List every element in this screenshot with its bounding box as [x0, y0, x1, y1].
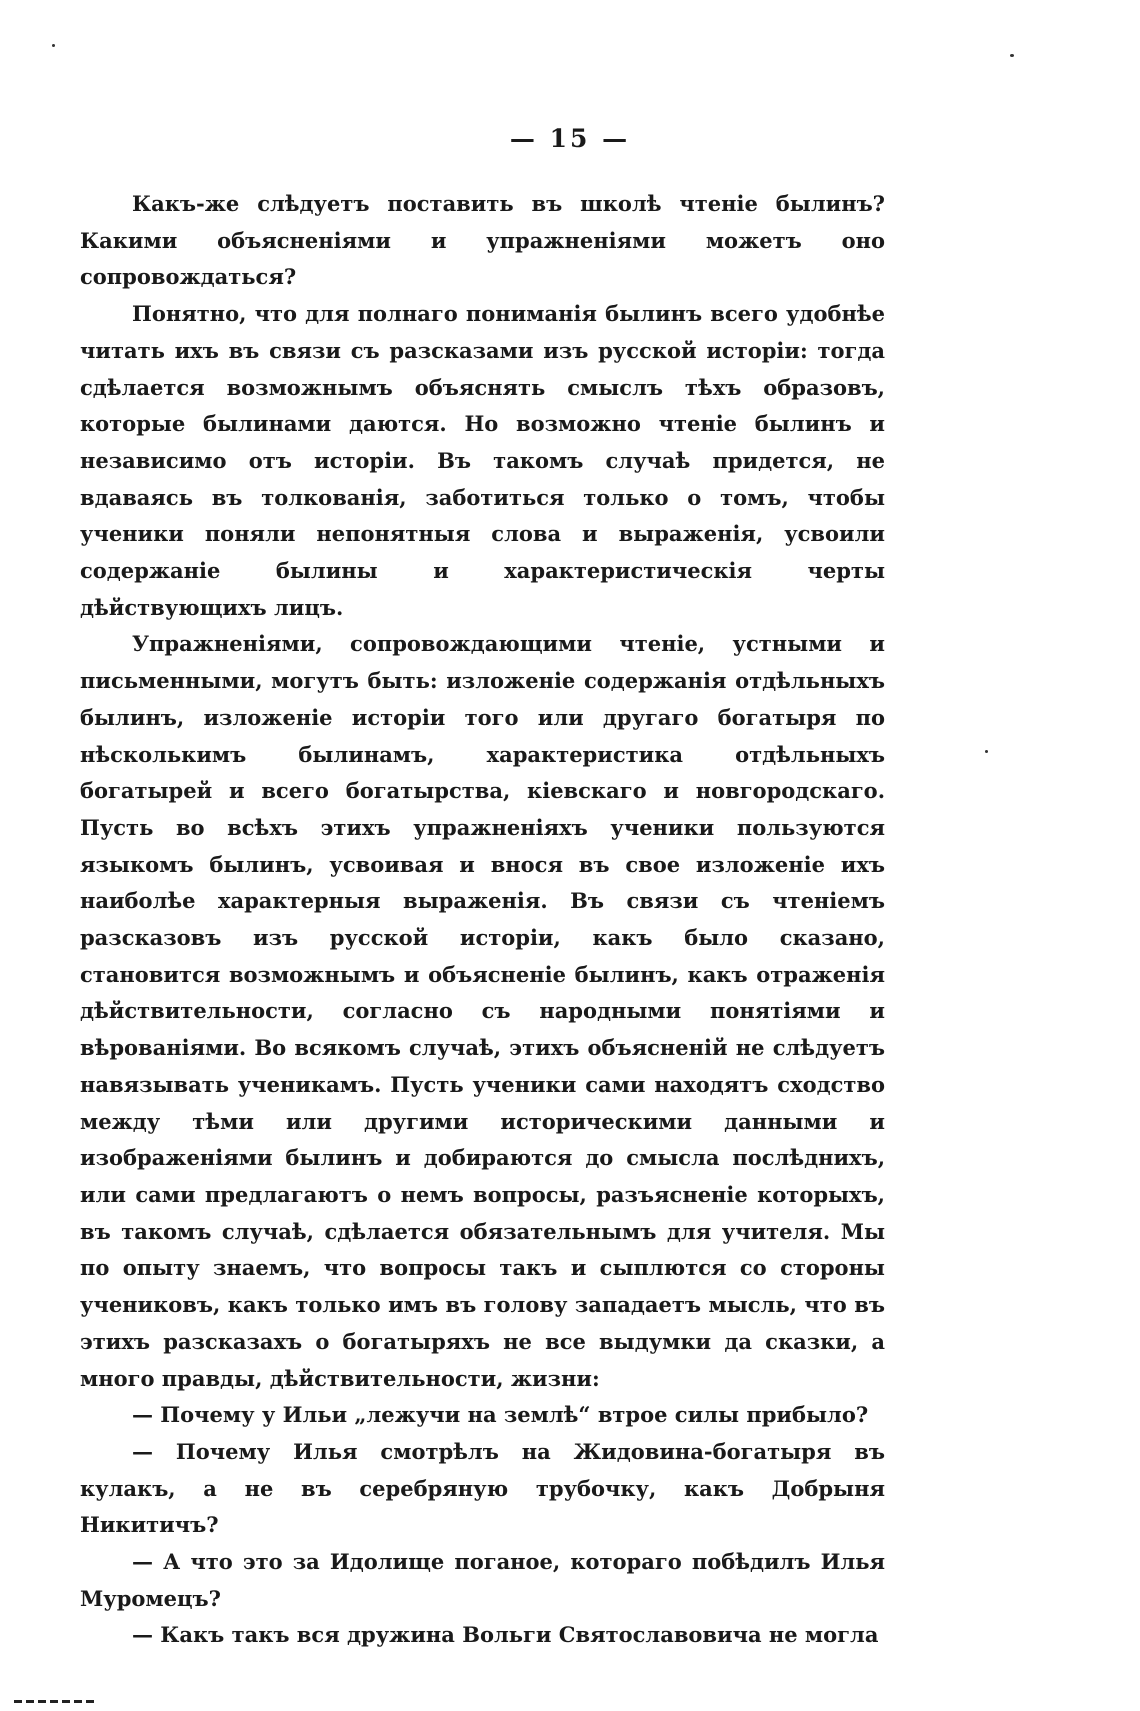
- dialog-line-idolishche: — А что это за Идолище поганое, котораго побѣдилъ Илья Муромецъ?: [80, 1549, 885, 1611]
- scan-speck: [1010, 54, 1014, 57]
- dialog-line-ilya-fist: — Почему Илья смотрѣлъ на Жидовина-богатыря въ кулакъ, а не въ серебряную трубочку, какъ Добрыня Никитичъ?: [80, 1438, 885, 1538]
- paragraph-exercises: Упражненіями, сопровождающими чтеніе, устными и письменными, могутъ быть: изложеніе содержанія отдѣльныхъ былинъ, изложеніе исторіи того или другаго богатыря по нѣсколькимъ былинамъ, характеристика отдѣльныхъ богатырей и всего богатырства, кіевскаго и новгородскаго. Пусть во всѣхъ этихъ упражненіяхъ ученики пользуются языкомъ былинъ, усвоивая и внося въ свое изложеніе ихъ наиболѣе характерныя выраженія. Въ связи съ чтеніемъ разсказовъ изъ русской исторіи, какъ было сказано, становится возможнымъ и объясненіе былинъ, какъ отраженія дѣйствительности, согласно съ народными понятіями и вѣрованіями. Во всякомъ случаѣ, этихъ объясненій не слѣдуетъ навязывать ученикамъ. Пусть ученики сами находятъ сходство между тѣми или другими историческими данными и изображеніями былинъ и добираются до смысла послѣднихъ, или сами предлагаютъ о немъ вопросы, разъясненіе которыхъ, въ такомъ случаѣ, сдѣлается обязательнымъ для учителя. Мы по опыту знаемъ, что вопросы такъ и сыплются со стороны учениковъ, какъ только имъ въ голову западаетъ мысль, что въ этихъ разсказахъ о богатыряхъ не все выдумки да сказки, а много правды, дѣйствительности, жизни:: [80, 631, 885, 1391]
- dialog-line-ilya-strength: — Почему у Ильи „лежучи на землѣ“ втрое силы прибыло?: [132, 1402, 869, 1428]
- paragraph-understanding: Понятно, что для полнаго пониманія былинъ всего удобнѣе читать ихъ въ связи съ разсказами изъ русской исторіи: тогда сдѣлается возможнымъ объяснять смыслъ тѣхъ образовъ, которые былинами даются. Но возможно чтеніе былинъ и независимо отъ исторіи. Въ такомъ случаѣ придется, не вдаваясь въ толкованія, заботиться только о томъ, чтобы ученики поняли непонятныя слова и выраженія, усвоили содержаніе былины и характеристическія черты дѣйствующихъ лицъ.: [80, 301, 885, 620]
- paragraph-question: Какъ-же слѣдуетъ поставить въ школѣ чтеніе былинъ? Какими объясненіями и упражненіями можетъ оно сопровождаться?: [80, 191, 885, 290]
- dialog-line-volga: — Какъ такъ вся дружина Вольги Святославовича не могла: [132, 1622, 879, 1648]
- scan-edge-mark: [14, 1700, 94, 1703]
- page-number: — 15 —: [509, 124, 631, 153]
- scan-speck: [985, 750, 988, 753]
- body-text: [80, 186, 885, 1654]
- scan-speck: [52, 44, 55, 47]
